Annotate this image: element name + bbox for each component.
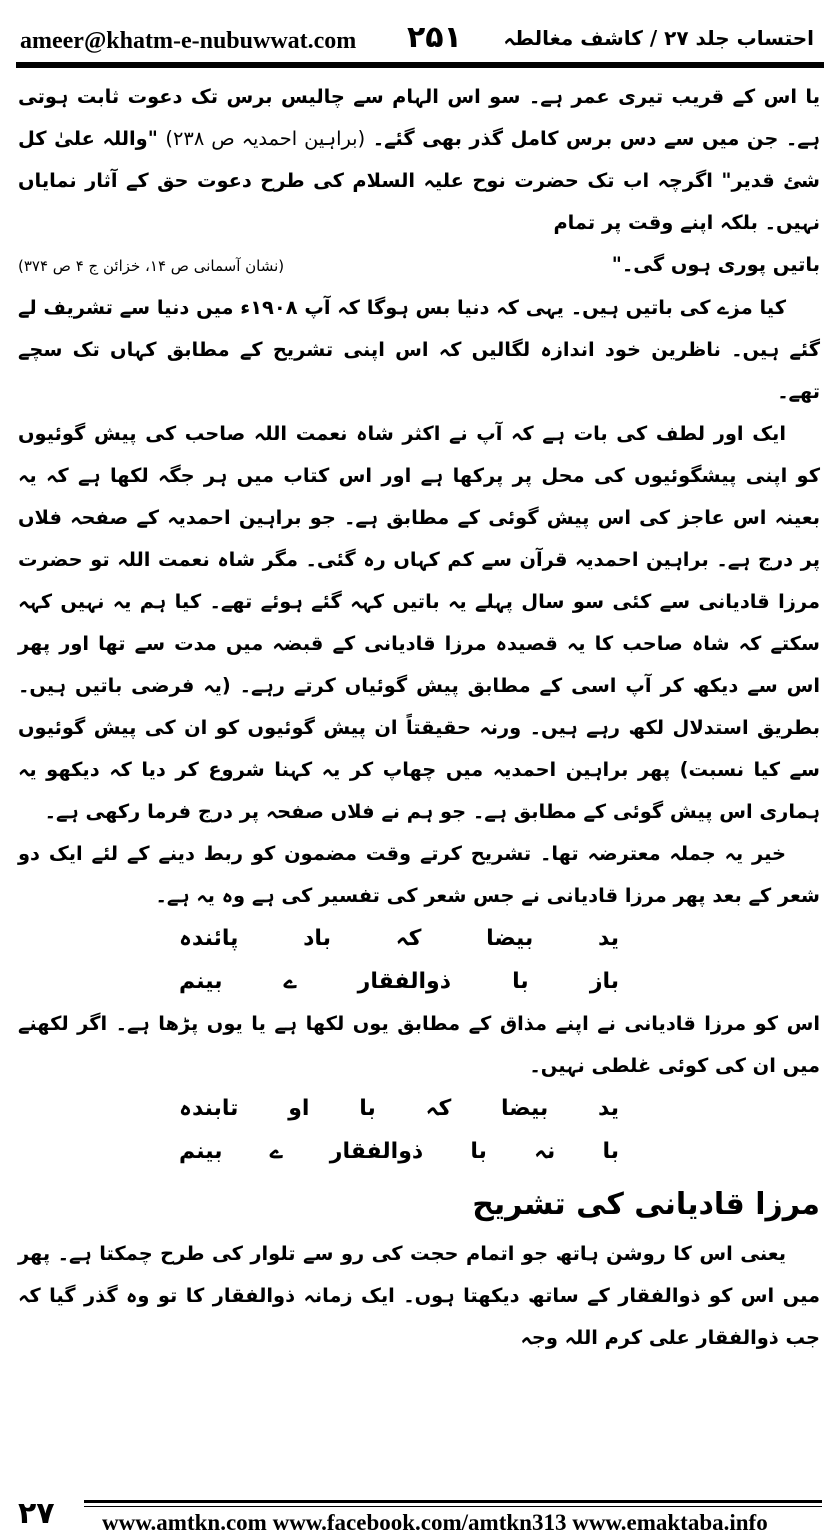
verse-word: ذوالفقار (329, 1139, 424, 1164)
verse-word: تابندہ (179, 1096, 239, 1121)
verse-word: با (512, 969, 529, 994)
citation-line (18, 244, 820, 287)
verse-2-line-2 (159, 1130, 679, 1173)
paragraph-1-text: یا اس کے قریب تیری عمر ہے۔ سو اس الہام سے چالیس برس تک دعوت ثابت ہوتی ہے۔ جن میں سے دس برس کامل گذر بھی گئے۔ (18, 85, 820, 150)
paragraph-1 (18, 76, 820, 244)
paragraph-5: اس کو مرزا قادیانی نے اپنے مذاق کے مطابق یوں لکھا ہے یا یوں پڑھا ہے۔ اگر لکھنے میں ان کی کوئی غلطی نہیں۔ (18, 1012, 820, 1077)
verse-word: بیضا (486, 926, 534, 951)
paragraph-6: یعنی اس کا روشن ہاتھ جو اتمام حجت کی رو سے تلوار کی طرح چمکتا ہے۔ پھر میں اس کو ذوالفقار کے ساتھ دیکھتا ہوں۔ ایک زمانہ ذوالفقار کا تو وہ گذر گیا کہ جب ذوالفقار علی کرم اللہ وجہ (18, 1242, 820, 1349)
page-header (12, 6, 828, 60)
verse-word: ے (269, 1139, 283, 1164)
page-footer (12, 1494, 828, 1540)
verse-word: ید (598, 1096, 619, 1121)
verse-word: ید (598, 926, 619, 951)
verse-word: بینم (179, 969, 223, 994)
verse-1-line-1 (159, 917, 679, 960)
header-divider (16, 62, 824, 68)
paragraph-1-quote: "واللہ علیٰ کل شئ قدیر" اگرچہ اب تک حضرت نوح علیہ السلام کی طرح دعوت حق کے آثار نمایاں نہیں۔ بلکہ اپنے وقت پر تمام (18, 127, 820, 234)
verse-word: کہ (425, 1096, 452, 1121)
verse-2 (159, 1087, 679, 1173)
verse-word: با (359, 1096, 376, 1121)
verse-word: باز (589, 969, 619, 994)
verse-word: او (288, 1096, 310, 1121)
section-heading: مرزا قادیانی کی تشریح (472, 1187, 820, 1222)
header-page-number: ۲۵۱ (407, 20, 462, 55)
verse-word: پائندہ (179, 926, 239, 951)
verse-2-line-1 (159, 1087, 679, 1130)
footer-divider (84, 1500, 822, 1503)
verse-1-line-2 (159, 960, 679, 1003)
verse-word: ے (283, 969, 297, 994)
verse-word: بیضا (501, 1096, 549, 1121)
footer-urls: www.amtkn.com www.facebook.com/amtkn313 www.emaktaba.info (102, 1510, 768, 1535)
paragraph-2: کیا مزے کی باتیں ہیں۔ یہی کہ دنیا بس ہوگا کہ آپ ۱۹۰۸ء میں دنیا سے تشریف لے گئے ہیں۔ ناظرین خود اندازہ لگالیں کہ اس اپنی تشریح کے مطابق کہاں تک سچے تھے۔ (18, 296, 820, 403)
footer-page-number: ۲۷ (18, 1496, 55, 1531)
page-content (18, 76, 820, 1359)
inline-citation: (براہین احمدیہ ص ۲۳۸) (165, 127, 366, 150)
verse-word: بینم (179, 1139, 223, 1164)
paragraph-1-end: باتیں پوری ہوں گی۔" (611, 253, 820, 276)
paragraph-4: خیر یہ جملہ معترضہ تھا۔ تشریح کرتے وقت مضمون کو ربط دینے کے لئے ایک دو شعر کے بعد پھر مرزا قادیانی نے جس شعر کی تفسیر کی ہے وہ یہ ہے۔ (18, 842, 820, 907)
verse-word: نہ (534, 1139, 556, 1164)
header-email: ameer@khatm-e-nubuwwat.com (20, 28, 357, 54)
verse-word: ذوالفقار (357, 969, 452, 994)
verse-word: کہ (395, 926, 422, 951)
verse-word: با (470, 1139, 487, 1164)
verse-1 (159, 917, 679, 1003)
citation: (نشان آسمانی ص ۱۴، خزائن ج ۴ ص ۳۷۴) (18, 257, 285, 275)
verse-word: با (602, 1139, 619, 1164)
footer-divider-thin (84, 1506, 822, 1507)
verse-word: باد (303, 926, 331, 951)
paragraph-3: ایک اور لطف کی بات ہے کہ آپ نے اکثر شاہ نعمت اللہ صاحب کی پیش گوئیوں کو اپنی پیشگوئیوں کی محل پر پرکھا ہے اور اس کتاب میں ہر جگہ لکھا ہے کہ یہ بعینہ اس عاجز کی اس پیش گوئی کے مطابق ہے۔ جو براہین احمدیہ کے صفحہ فلاں پر درج ہے۔ براہین احمدیہ قرآن سے کم کہاں رہ گئی۔ مگر شاہ نعمت اللہ تو حضرت مرزا قادیانی سے کئی سو سال پہلے یہ باتیں کہہ گئے ہوئے تھے۔ کیا ہم یہ نہیں کہہ سکتے کہ شاہ صاحب کا یہ قصیدہ مرزا قادیانی کے قبضہ میں مدت سے تھا اور پھر اس سے دیکھ کر آپ اسی کے مطابق پیش گوئیاں کرتے رہے۔ (یہ فرضی باتیں ہیں۔ بطریق استدلال لکھ رہے ہیں۔ ورنہ حقیقتاً ان پیش گوئیوں کو ان کی پیش گوئیوں سے کیا نسبت) پھر براہین احمدیہ میں چھاپ کر یہ کہنا شروع کر دیا کہ دیکھو یہ ہماری اس پیش گوئی کے مطابق ہے۔ جو ہم نے فلاں صفحہ پر درج فرما رکھی ہے۔ (18, 422, 820, 823)
header-book-title: احتساب جلد ۲۷ / کاشف مغالطہ (503, 26, 814, 50)
